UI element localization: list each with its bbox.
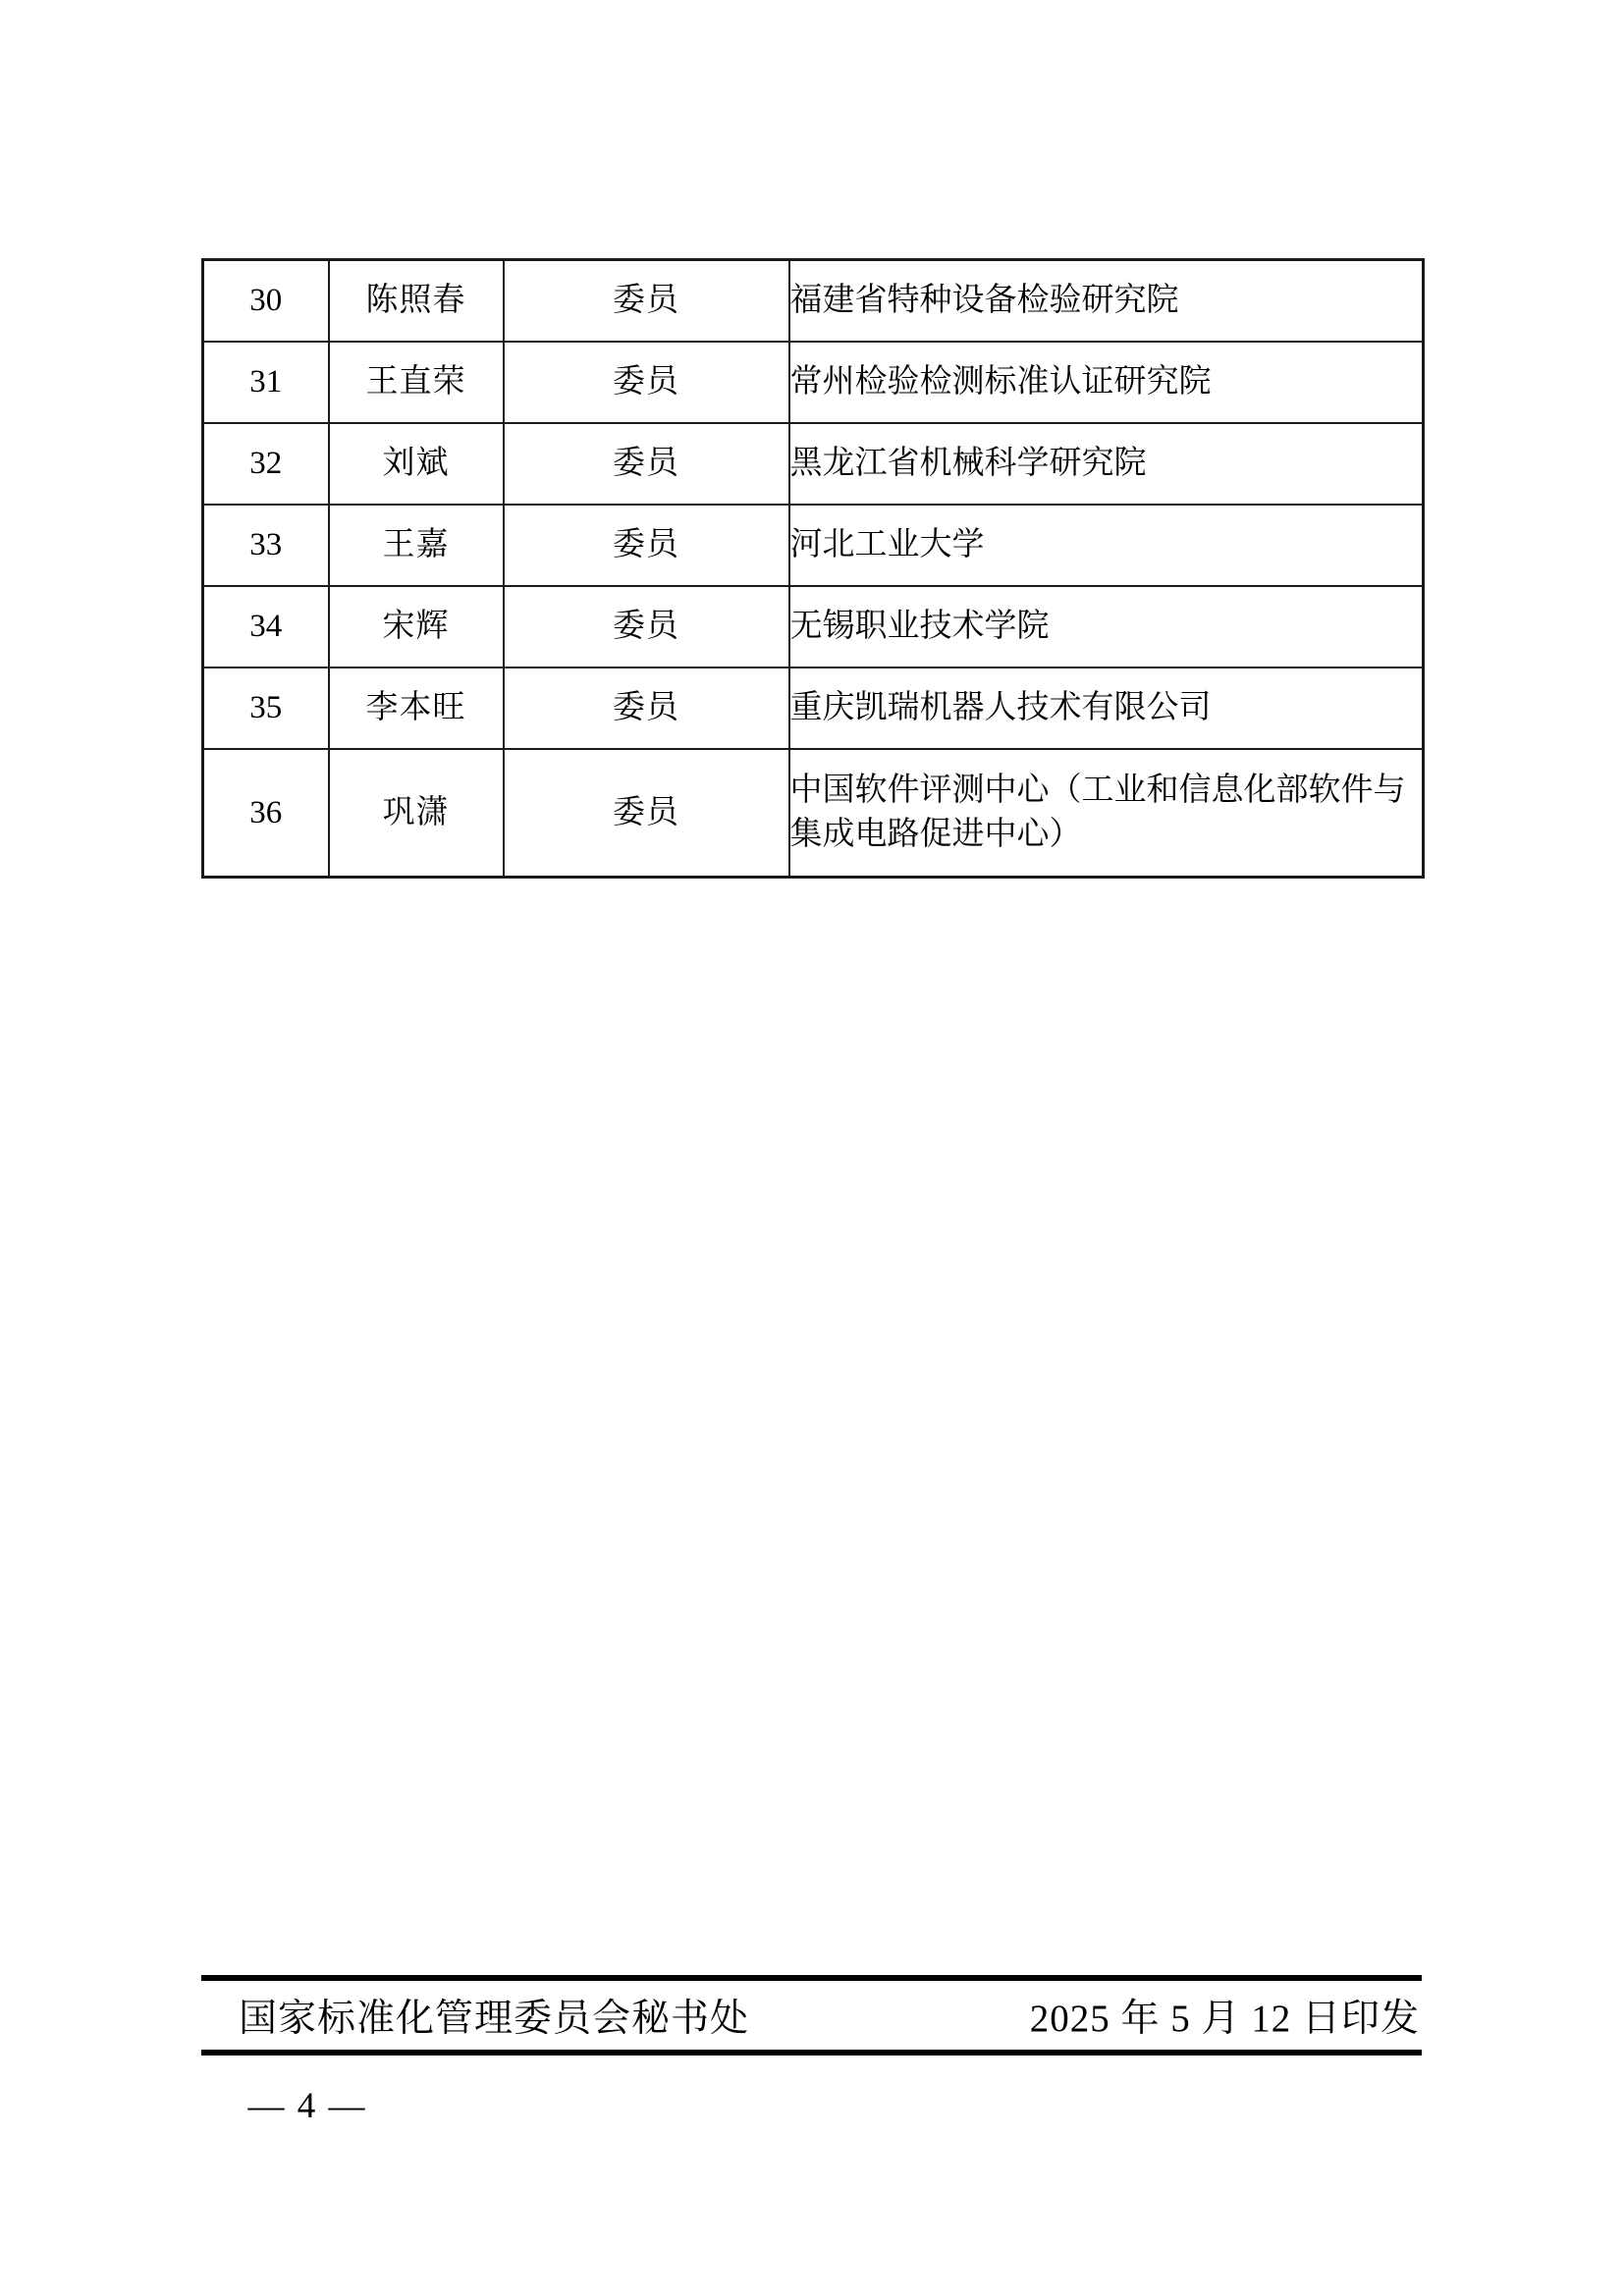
member-name: 王直荣 xyxy=(329,342,504,423)
member-name: 陈照春 xyxy=(329,260,504,343)
member-institution: 常州检验检测标准认证研究院 xyxy=(789,342,1424,423)
page-number: — 4 — xyxy=(247,2086,367,2126)
footer-rule-bottom xyxy=(201,2050,1422,2056)
member-role: 委员 xyxy=(504,342,789,423)
member-institution: 福建省特种设备检验研究院 xyxy=(789,260,1424,343)
member-institution: 无锡职业技术学院 xyxy=(789,586,1424,667)
footer-line xyxy=(201,1981,1422,2050)
member-institution: 河北工业大学 xyxy=(789,505,1424,586)
member-name: 王嘉 xyxy=(329,505,504,586)
member-name: 刘斌 xyxy=(329,423,504,505)
footer-print-date: 2025 年 5 月 12 日印发 xyxy=(1029,1998,1420,2040)
member-name: 宋辉 xyxy=(329,586,504,667)
table-row xyxy=(203,667,1424,749)
member-institution: 中国软件评测中心（工业和信息化部软件与集成电路促进中心） xyxy=(789,749,1424,878)
member-role: 委员 xyxy=(504,586,789,667)
member-number: 32 xyxy=(203,423,329,505)
member-number: 31 xyxy=(203,342,329,423)
members-table-body xyxy=(203,260,1424,878)
member-institution: 重庆凯瑞机器人技术有限公司 xyxy=(789,667,1424,749)
member-role: 委员 xyxy=(504,667,789,749)
table-row xyxy=(203,423,1424,505)
member-number: 33 xyxy=(203,505,329,586)
member-number: 36 xyxy=(203,749,329,878)
member-institution: 黑龙江省机械科学研究院 xyxy=(789,423,1424,505)
member-role: 委员 xyxy=(504,505,789,586)
table-row xyxy=(203,342,1424,423)
member-name: 李本旺 xyxy=(329,667,504,749)
table-row xyxy=(203,260,1424,343)
member-role: 委员 xyxy=(504,260,789,343)
table-row xyxy=(203,505,1424,586)
member-number: 30 xyxy=(203,260,329,343)
table-row xyxy=(203,586,1424,667)
member-number: 34 xyxy=(203,586,329,667)
members-table xyxy=(201,258,1425,879)
member-role: 委员 xyxy=(504,749,789,878)
table-row xyxy=(203,749,1424,878)
member-name: 巩潇 xyxy=(329,749,504,878)
member-number: 35 xyxy=(203,667,329,749)
member-role: 委员 xyxy=(504,423,789,505)
footer-issuer: 国家标准化管理委员会秘书处 xyxy=(239,1998,750,2040)
